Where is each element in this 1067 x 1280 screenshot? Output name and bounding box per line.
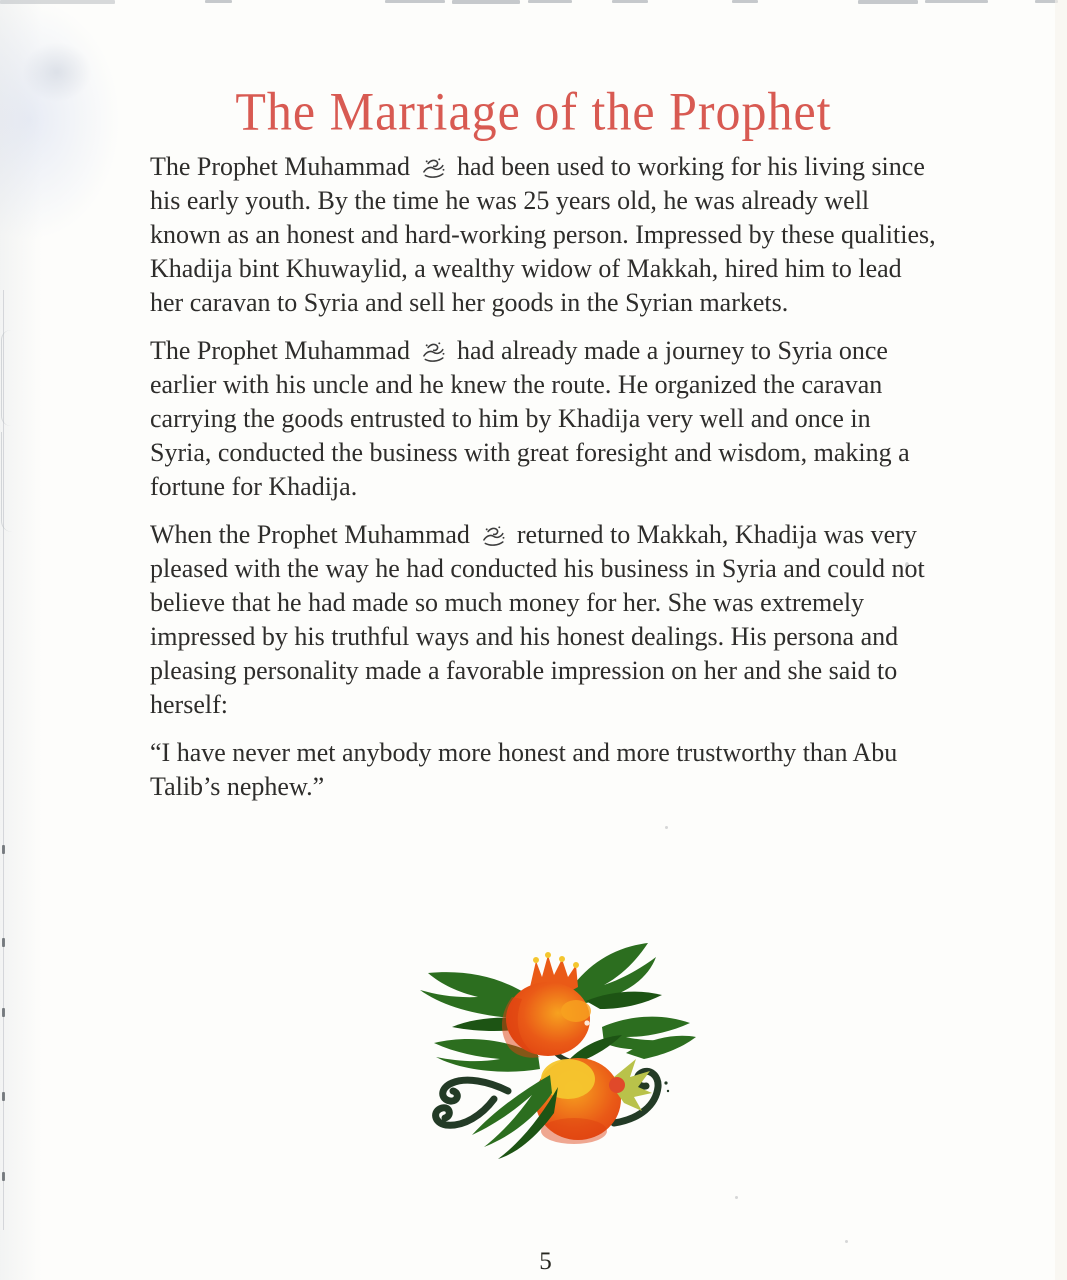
scan-left-band [0,0,42,1280]
scan-left-tick [2,938,5,947]
scan-left-tick [2,1092,5,1101]
pbuh-calligraphy-icon [419,154,447,178]
paragraph: The Prophet Muhammad had already made a journey to Syria once earlier with his uncle and he knew the route. He organized the caravan carrying the goods entrusted to him by Khadija very well and once in Syria, conducted the business with great foresight and wisdom, making a fortune for Khadija. [150,336,910,501]
scan-left-edge-line [3,290,4,1230]
scan-speck [735,1196,738,1199]
scan-left-arc [1,330,12,426]
paragraph: “I have never met anybody more honest and more trustworthy than Abu Talib’s nephew.” [150,738,898,801]
pomegranate-illustration [390,935,710,1165]
scan-left-tick [2,1172,5,1181]
scan-right-band [1055,0,1067,1280]
paragraph: When the Prophet Muhammad returned to Makkah, Khadija was very pleased with the way he had conducted his business in Syria and could not believe that he had made so much money for her. She was extremely impressed by his truthful ways and his honest dealings. His persona and pleasing personality made a favorable impression on her and she said to herself: [150,520,925,719]
page-number: 5 [539,1248,552,1275]
paragraph: The Prophet Muhammad had been used to working for his living since his early youth. By the time he was 25 years old, he was already well known as an honest and hard-working person. Impressed by these qualities, Khadija bint Khuwaylid, a wealthy widow of Makkah, hired him to lead her caravan to Syria and sell her goods in the Syrian markets. [150,152,936,317]
scan-left-arc [1,432,12,532]
scan-top-edge-artifacts [0,0,1067,6]
scan-speck [845,1240,848,1243]
scan-speck [665,826,668,829]
page-title: The Marriage of the Prophet [235,80,832,141]
scan-left-tick [2,845,5,854]
pbuh-calligraphy-icon [479,522,507,546]
body-text [150,150,938,818]
scan-left-tick [2,1008,5,1017]
pbuh-calligraphy-icon [419,338,447,362]
